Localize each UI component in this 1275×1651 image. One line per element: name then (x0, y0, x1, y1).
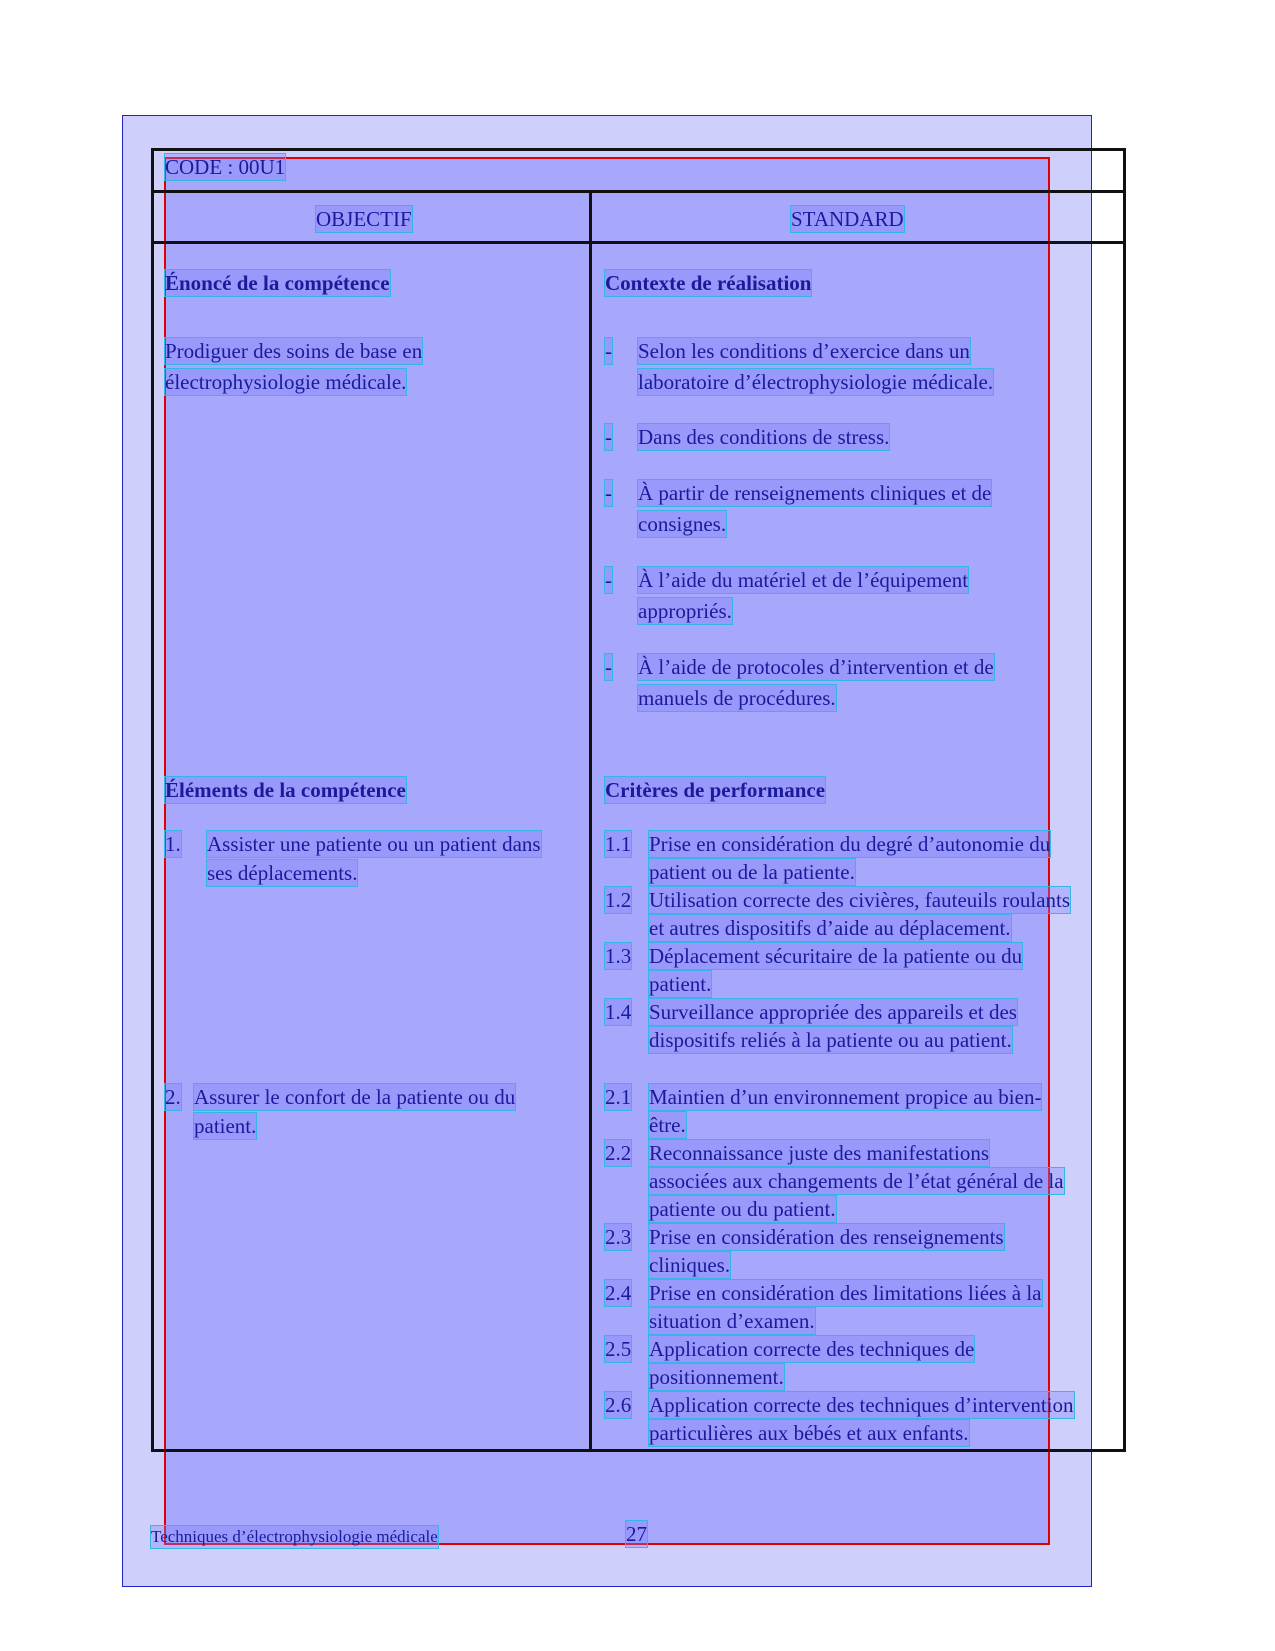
critere-number: 2.6 (605, 1393, 632, 1417)
critere-number: 2.1 (605, 1085, 632, 1109)
critere-line: associées aux changements de l’état général de la (649, 1169, 1064, 1193)
critere-line: Utilisation correcte des civières, fauteuils roulants (649, 888, 1071, 912)
enonce-title: Énoncé de la compétence (165, 271, 390, 295)
element-line: Assurer le confort de la patiente ou du (194, 1085, 516, 1109)
critere-line: Application correcte des techniques de (649, 1337, 975, 1361)
critere-line: Prise en considération des renseignements (649, 1225, 1004, 1249)
criteres-title: Critères de performance (605, 778, 826, 802)
critere-number: 1.1 (605, 832, 632, 856)
contexte-line: Dans des conditions de stress. (638, 425, 890, 449)
critere-number: 1.4 (605, 1000, 632, 1024)
contexte-line: appropriés. (638, 599, 732, 623)
footer-title: Techniques d’électrophysiologie médicale (151, 1527, 438, 1546)
contexte-bullet: - (605, 339, 612, 363)
contexte-line: manuels de procédures. (638, 686, 836, 710)
critere-line: Déplacement sécuritaire de la patiente ou du (649, 944, 1023, 968)
objectif-header: OBJECTIF (316, 207, 412, 231)
table-divider-top (151, 190, 1126, 193)
critere-line: positionnement. (649, 1365, 784, 1389)
element-line: Assister une patiente ou un patient dans (207, 832, 541, 856)
critere-line: patient. (649, 972, 712, 996)
critere-line: Reconnaissance juste des manifestations (649, 1141, 989, 1165)
critere-number: 1.3 (605, 944, 632, 968)
critere-line: Application correcte des techniques d’intervention (649, 1393, 1074, 1417)
critere-line: patiente ou du patient. (649, 1197, 836, 1221)
contexte-line: laboratoire d’électrophysiologie médicale. (638, 370, 994, 394)
critere-number: 2.2 (605, 1141, 632, 1165)
critere-line: patient ou de la patiente. (649, 860, 855, 884)
critere-line: Prise en considération du degré d’autonomie du (649, 832, 1051, 856)
contexte-bullet: - (605, 481, 612, 505)
critere-number: 2.3 (605, 1225, 632, 1249)
contexte-line: Selon les conditions d’exercice dans un (638, 339, 970, 363)
element-number: 1. (165, 832, 181, 856)
code-label: CODE : 00U1 (165, 155, 286, 179)
contexte-bullet: - (605, 568, 612, 592)
contexte-line: À partir de renseignements cliniques et de (638, 481, 992, 505)
critere-line: Maintien d’un environnement propice au bien- (649, 1085, 1042, 1109)
contexte-bullet: - (605, 655, 612, 679)
critere-number: 2.5 (605, 1337, 632, 1361)
standard-header: STANDARD (791, 207, 904, 231)
critere-line: situation d’examen. (649, 1309, 815, 1333)
contexte-bullet: - (605, 425, 612, 449)
critere-line: et autres dispositifs d’aide au déplacement. (649, 916, 1011, 940)
critere-line: Prise en considération des limitations liées à la (649, 1281, 1042, 1305)
contexte-line: consignes. (638, 512, 727, 536)
critere-line: Surveillance appropriée des appareils et des (649, 1000, 1017, 1024)
critere-line: être. (649, 1113, 686, 1137)
contexte-line: À l’aide de protocoles d’intervention et de (638, 655, 994, 679)
contexte-title: Contexte de réalisation (605, 271, 812, 295)
enonce-line: Prodiguer des soins de base en (165, 339, 423, 363)
contexte-line: À l’aide du matériel et de l’équipement (638, 568, 969, 592)
page-number: 27 (626, 1522, 647, 1546)
critere-line: particulières aux bébés et aux enfants. (649, 1421, 969, 1445)
elements-title: Éléments de la compétence (165, 778, 406, 802)
element-line: ses déplacements. (207, 861, 358, 885)
critere-line: cliniques. (649, 1253, 731, 1277)
element-line: patient. (194, 1114, 257, 1138)
element-number: 2. (165, 1085, 181, 1109)
critere-number: 1.2 (605, 888, 632, 912)
critere-number: 2.4 (605, 1281, 632, 1305)
table-divider-header (151, 241, 1126, 244)
enonce-line: électrophysiologie médicale. (165, 370, 407, 394)
table-divider-column (589, 190, 592, 1452)
critere-line: dispositifs reliés à la patiente ou au patient. (649, 1028, 1012, 1052)
